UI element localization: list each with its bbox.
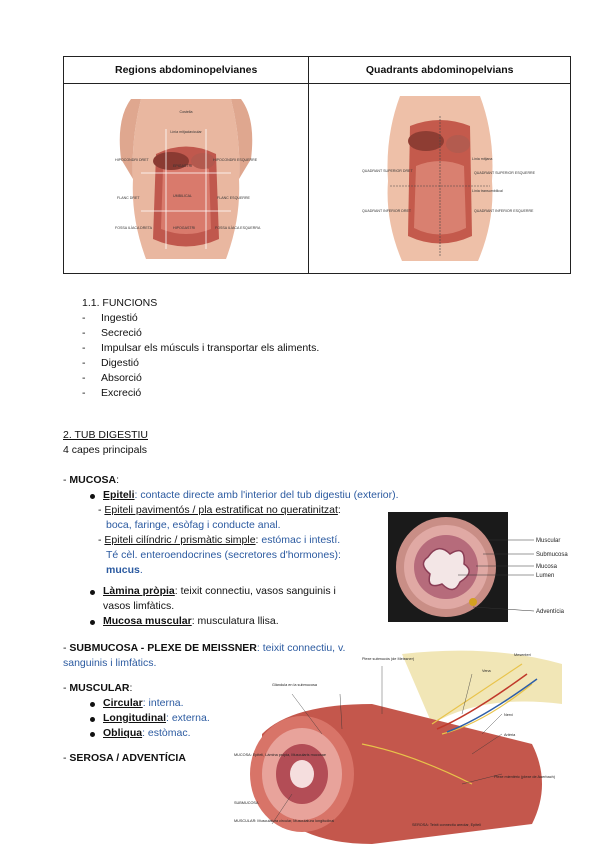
lamina-label: Làmina pròpia (103, 585, 175, 597)
tub-title: 2. TUB DIGESTIU (63, 429, 148, 441)
epiteli-label: Epiteli (103, 489, 135, 501)
fig1-label-plane: Línia mitjaclavicular (170, 129, 202, 134)
fig1-label-r3l: FOSSA ILÍACA DRETA (115, 225, 153, 230)
mucosa-muscular-label: Mucosa muscular (103, 615, 192, 627)
pavimentos-label: Epiteli pavimentós / pla estratificat no queratinitzat (104, 504, 338, 516)
wall-label: Vena (482, 669, 491, 673)
col2-header: Quadrants abdominopelvians (309, 57, 571, 84)
fig1-label-r2l: FLANC DRET (117, 195, 140, 200)
funcions-title: 1.1. FUNCIONS (82, 297, 158, 309)
bullet (90, 702, 95, 707)
mucosa-title: MUCOSA (69, 474, 117, 486)
fig2-label-midline: Línia mitjana (471, 157, 493, 161)
layer-label: Muscular (536, 538, 561, 544)
cilindric-line: - Epiteli cilíndric / prismàtic simple: estómac i intestí. (98, 534, 341, 546)
bullet (90, 590, 95, 595)
fig1-label-r1m: EPIGASTRI (173, 163, 193, 168)
muscular-item: Obliqua: estòmac. (103, 727, 191, 739)
regions-table (63, 56, 571, 274)
fig1-label-top: Costella (179, 109, 193, 114)
lamina-text2: vasos limfàtics. (103, 600, 175, 612)
tub-subtitle: 4 capes principals (63, 444, 148, 456)
wall-label: Glàndula en la submucosa (272, 683, 317, 687)
layer-label: Lumen (536, 573, 555, 579)
bullet (90, 717, 95, 722)
fig2-label-transumbilical: Línia transumbilical (471, 189, 503, 193)
mucosa-heading: - MUCOSA: (63, 474, 120, 486)
fig2-label-q3: QUADRANT INFERIOR DRET (361, 209, 411, 213)
funcions-list (82, 311, 320, 401)
cilindric-text2: Té cèl. enteroendocrines (secretores d'hormones): (106, 549, 341, 561)
mucus-line: mucus. (106, 564, 143, 576)
wall-label: Plexe mientèric (plexe de Auerbach) (494, 775, 555, 779)
wall-label: Mesenteri (514, 653, 531, 657)
serosa-title: SEROSA / ADVENTÍCIA (69, 752, 186, 764)
list-item: - Digestió (82, 357, 139, 369)
wall-label: MUSCULAR: Musculatura circular, Musculatura longitudinal (234, 819, 335, 823)
epiteli-line (103, 488, 399, 503)
layer-label: Adventícia (536, 609, 565, 615)
quadrants-figure-cell (309, 84, 571, 274)
bullet (90, 494, 95, 499)
submucosa-title: SUBMUCOSA - PLEXE DE MEISSNER (69, 642, 257, 654)
list-item: - Impulsar els músculs i transportar els aliments. (82, 342, 320, 354)
bullet (90, 620, 95, 625)
lamina-line: Làmina pròpia: teixit connectiu, vasos sanguinis i (103, 585, 336, 597)
epiteli-text: : contacte directe amb l'interior del tub digestiu (exterior). (134, 489, 399, 501)
muscular-item: Longitudinal: externa. (103, 712, 210, 724)
regions-figure-cell (64, 84, 309, 274)
wall-label: MUCOSA: Epiteli, Làmina pròpia, Muscularis mucosae (234, 753, 327, 757)
mucosa-muscular-line: Mucosa muscular: musculatura llisa. (103, 615, 279, 627)
wall-label: Plexe submucós (de Meissner) (362, 657, 415, 661)
digestive-layers-figure (388, 512, 568, 622)
bullet (90, 732, 95, 737)
wall-label: Artèria (504, 733, 516, 737)
abdominal-quadrants-figure (360, 96, 535, 261)
funcions-section (82, 296, 157, 311)
digestive-wall-figure (232, 644, 572, 844)
fig2-label-q4: QUADRANT INFERIOR ESQUERRE (473, 209, 534, 213)
muscular-item: Circular: interna. (103, 697, 184, 709)
fig2-label-q1: QUADRANT SUPERIOR DRET (361, 169, 413, 173)
wall-label: SUBMUCOSA (234, 801, 259, 805)
abdominal-regions-figure (111, 99, 261, 259)
submucosa-line: - SUBMUCOSA - PLEXE DE MEISSNER: teixit connectiu, v. (63, 642, 346, 654)
serosa-heading: - SEROSA / ADVENTÍCIA (63, 752, 186, 764)
muscular-title: MUSCULAR (69, 682, 130, 694)
fig1-label-r1r: HIPOCONDRI ESQUERRE (213, 157, 258, 162)
list-item: - Ingestió (82, 312, 138, 324)
wall-label: Nervi (504, 713, 513, 717)
col1-header: Regions abdominopelvianes (64, 57, 309, 84)
pavimentos-text: boca, faringe, esòfag i conducte anal. (106, 519, 281, 531)
list-item: - Excreció (82, 387, 142, 399)
pavimentos-line: - Epiteli pavimentós / pla estratificat no queratinitzat: (98, 504, 341, 516)
submucosa-text2: sanguinis i limfàtics. (63, 657, 157, 669)
fig2-label-q2: QUADRANT SUPERIOR ESQUERRE (473, 171, 535, 175)
layer-label: Submucosa (536, 552, 568, 558)
list-item: - Absorció (82, 372, 142, 384)
fig1-label-r1l: HIPOCONDRI DRET (115, 157, 149, 162)
layer-label: Mucosa (536, 564, 558, 570)
fig1-label-r3r: FOSSA ILÍACA ESQUERRA (215, 225, 261, 230)
mucus: mucus (106, 564, 140, 576)
fig1-label-r2m: UMBILICAL (173, 193, 193, 198)
wall-label: SEROSA: Teixit connectiu areolar, Epiteli (412, 823, 481, 827)
cilindric-label: Epiteli cilíndric / prismàtic simple (104, 534, 256, 546)
list-item: - Secreció (82, 327, 142, 339)
fig1-label-r3m: HIPOGASTRI (173, 225, 196, 230)
fig1-label-r2r: FLANC ESQUERRE (217, 195, 251, 200)
muscular-heading: - MUSCULAR: (63, 682, 133, 694)
